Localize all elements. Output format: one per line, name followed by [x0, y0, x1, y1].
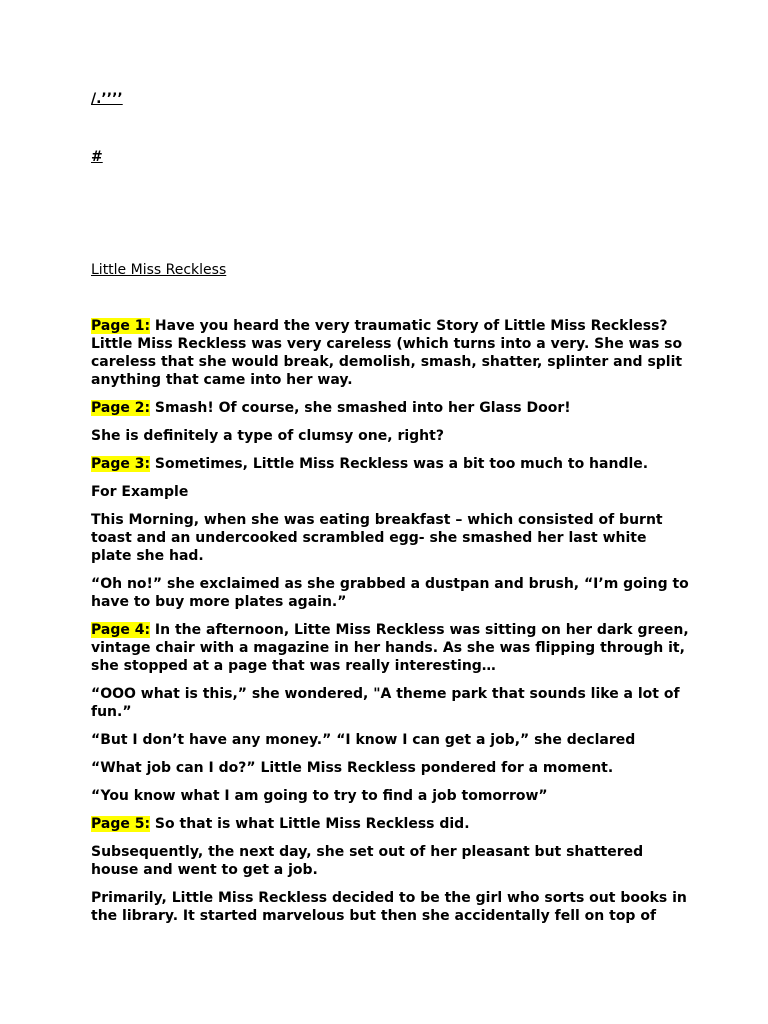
paragraph-text: “Oh no!” she exclaimed as she grabbed a dustpan and brush, “I’m going to have to buy more plates again.”	[91, 576, 689, 610]
paragraph-text: She is definitely a type of clumsy one, right?	[91, 428, 444, 444]
page-label: Page 3:	[91, 456, 151, 472]
paragraph	[91, 815, 691, 833]
page-label: Page 4:	[91, 622, 151, 638]
header-mark: /.’’’’	[91, 91, 123, 107]
story-body	[91, 317, 691, 935]
paragraph-text: Have you heard the very traumatic Story of Little Miss Reckless? Little Miss Reckless was very careless (which turns into a very. She was so careless that she would break, demolish, smash, shatter, splinter and split anything that came into her way.	[91, 318, 683, 388]
paragraph	[91, 685, 691, 721]
paragraph	[91, 731, 691, 749]
paragraph	[91, 511, 691, 565]
paragraph	[91, 399, 691, 417]
story-title: Little Miss Reckless	[91, 262, 227, 278]
paragraph-text: “But I don’t have any money.” “I know I can get a job,” she declared	[91, 732, 636, 748]
paragraph	[91, 889, 691, 925]
paragraph	[91, 427, 691, 445]
paragraph-text: Subsequently, the next day, she set out of her pleasant but shattered house and went to get a job.	[91, 844, 644, 878]
paragraph-text: “OOO what is this,” she wondered, "A theme park that sounds like a lot of fun.”	[91, 686, 680, 720]
paragraph-text: So that is what Little Miss Reckless did.	[150, 816, 470, 832]
paragraph-text: In the afternoon, Litte Miss Reckless was sitting on her dark green, vintage chair with a magazine in her hands. As she was flipping through it, she stopped at a page that was really interesting…	[91, 622, 689, 674]
paragraph	[91, 759, 691, 777]
paragraph	[91, 317, 691, 389]
paragraph	[91, 483, 691, 501]
paragraph-text: Primarily, Little Miss Reckless decided to be the girl who sorts out books in the library. It started marvelous but then she accidentally fell on top of	[91, 890, 687, 924]
paragraph	[91, 843, 691, 879]
paragraph-text: For Example	[91, 484, 189, 500]
paragraph	[91, 575, 691, 611]
hash-mark: #	[91, 149, 103, 165]
paragraph	[91, 455, 691, 473]
page-label: Page 1:	[91, 318, 151, 334]
paragraph-text: “You know what I am going to try to find a job tomorrow”	[91, 788, 548, 804]
page-label: Page 5:	[91, 816, 151, 832]
paragraph	[91, 787, 691, 805]
paragraph-text: This Morning, when she was eating breakfast – which consisted of burnt toast and an undercooked scrambled egg- she smashed her last white plate she had.	[91, 512, 663, 564]
paragraph-text: Smash! Of course, she smashed into her Glass Door!	[150, 400, 571, 416]
paragraph-text: “What job can I do?” Little Miss Reckless pondered for a moment.	[91, 760, 614, 776]
page-label: Page 2:	[91, 400, 151, 416]
paragraph-text: Sometimes, Little Miss Reckless was a bit too much to handle.	[150, 456, 649, 472]
paragraph	[91, 621, 691, 675]
